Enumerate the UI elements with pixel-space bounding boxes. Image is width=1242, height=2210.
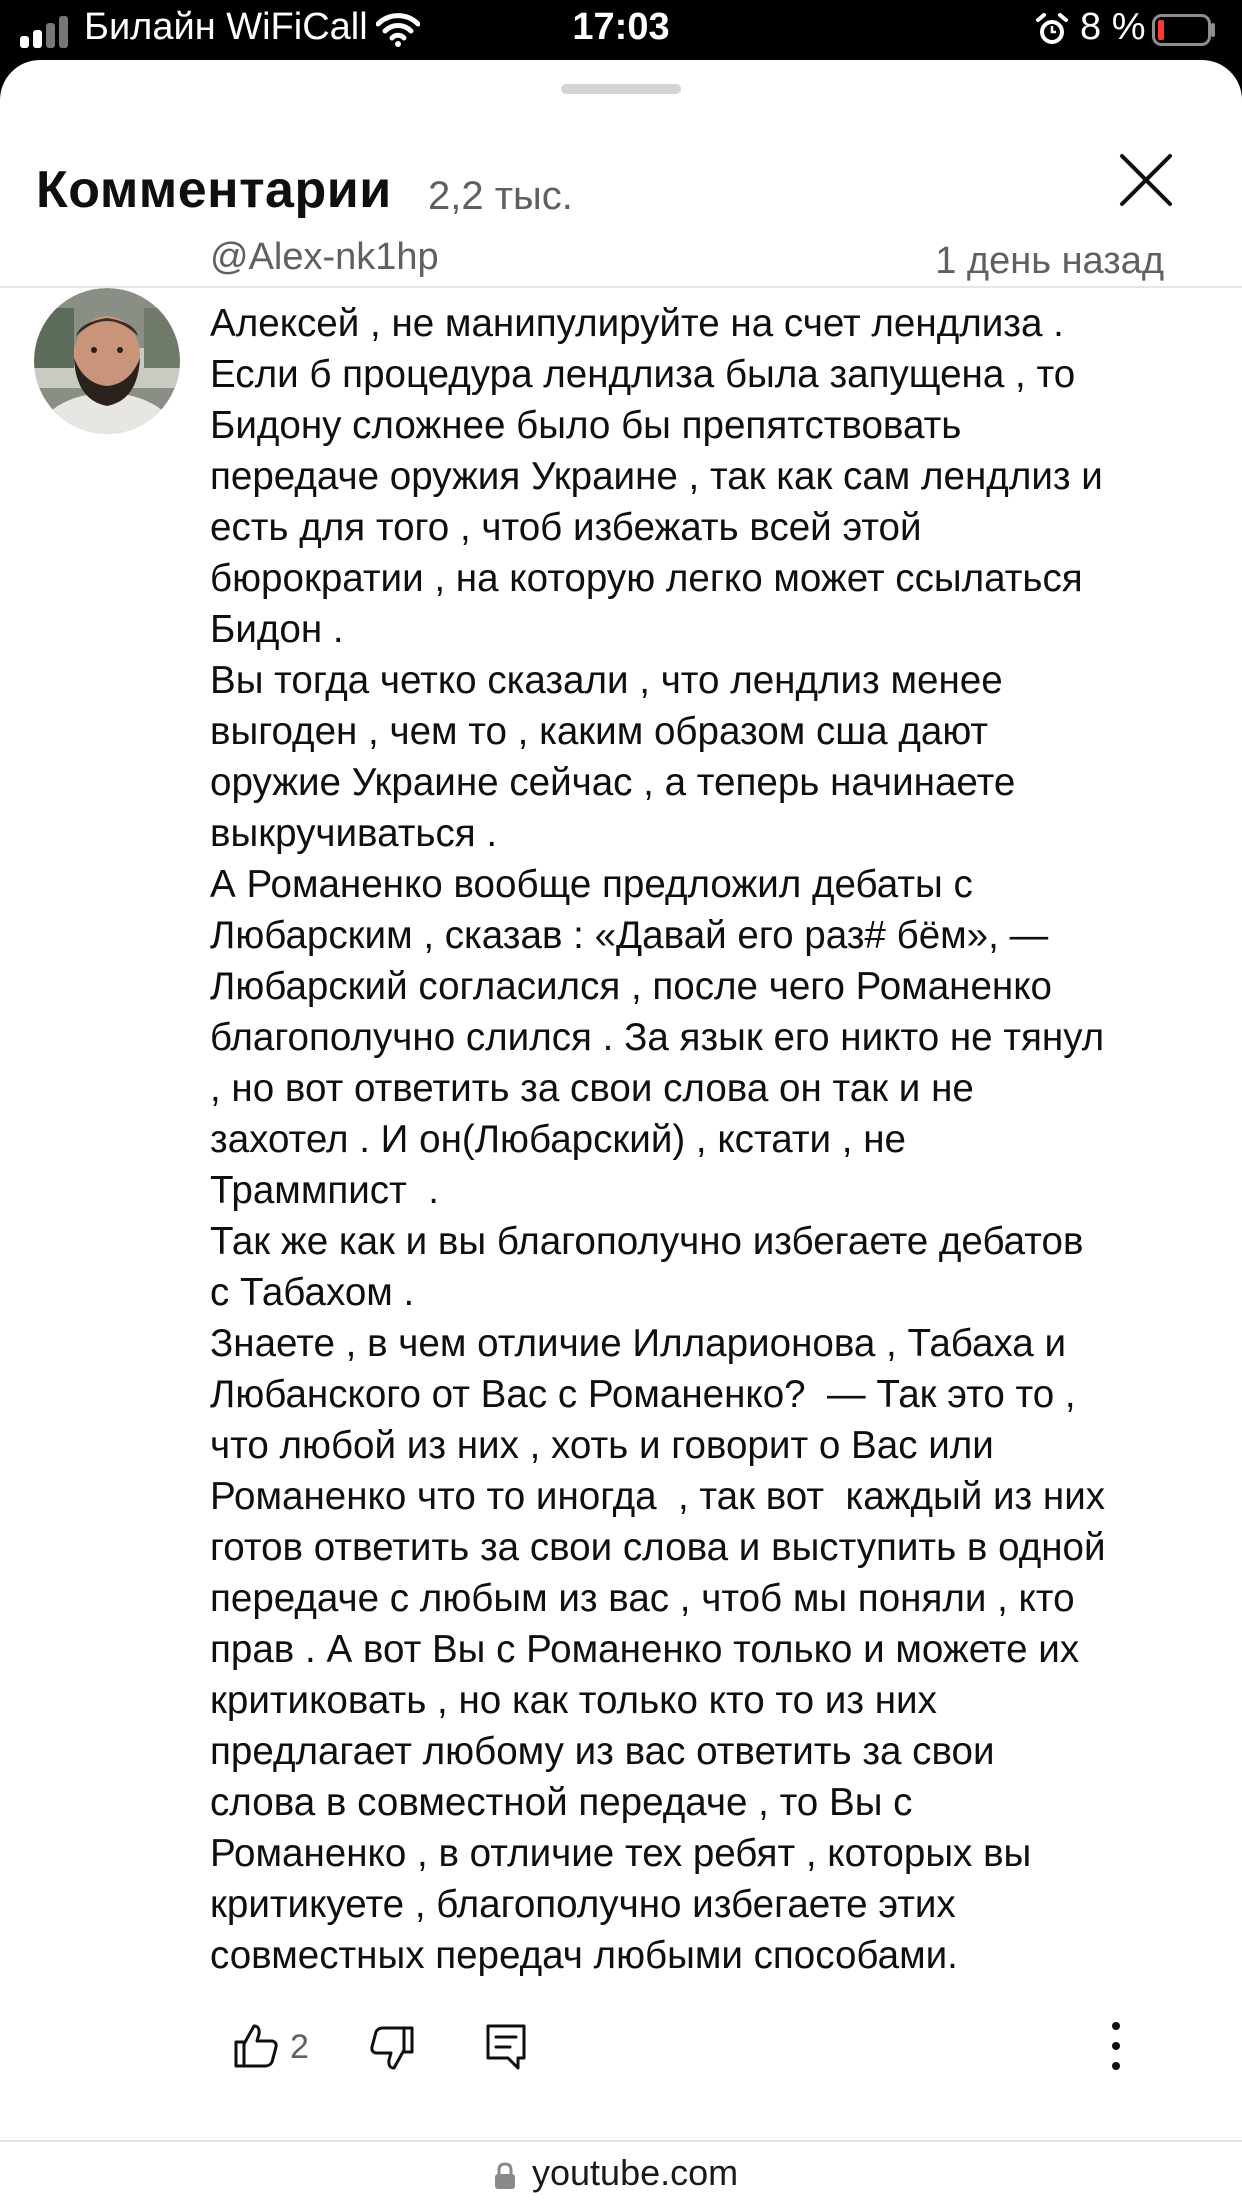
alarm-icon — [1034, 12, 1070, 48]
comment-line: захотел . И он(Любарский) , кстати , не — [210, 1118, 906, 1161]
comment-line: Любарским , сказав : «Давай его раз# бём», — — [210, 914, 1049, 957]
lock-icon — [494, 2162, 516, 2190]
comment-line: с Табахом . — [210, 1271, 415, 1314]
comment-line: Романенко , в отличие тех ребят , которых вы — [210, 1832, 1032, 1875]
comment-line: Любанского от Вас с Романенко? — Так это то , — [210, 1373, 1076, 1416]
comment-line: Алексей , не манипулируйте на счет лендлиза . — [210, 302, 1064, 345]
comment-line: передаче с любым из вас , чтоб мы поняли , кто — [210, 1577, 1075, 1620]
comment-line: бюрократии , на которую легко может ссылаться — [210, 557, 1083, 600]
battery-icon — [1152, 14, 1218, 46]
comment-line: Вы тогда четко сказали , что лендлиз менее — [210, 659, 1003, 702]
status-time: 17:03 — [572, 6, 670, 48]
comment-line: Если б процедура лендлиза была запущена , то — [210, 353, 1076, 396]
comment-line: благополучно слился . За язык его никто не тянул — [210, 1016, 1105, 1059]
comment-actions — [0, 2020, 1242, 2100]
status-bar — [0, 0, 1242, 62]
comment-line: Знаете , в чем отличие Илларионова , Табаха и — [210, 1322, 1067, 1365]
more-vert-icon[interactable] — [1100, 2016, 1132, 2076]
comment-line: предлагает любому из вас ответить за свои — [210, 1730, 995, 1773]
comment-line: готов ответить за свои слова и выступить в одной — [210, 1526, 1106, 1569]
comment-line: Романенко что то иногда , так вот каждый из них — [210, 1475, 1106, 1518]
comment-line: А Романенко вообще предложил дебаты с — [210, 863, 973, 906]
comment-line: слова в совместной передаче , то Вы с — [210, 1781, 913, 1824]
close-icon[interactable] — [1116, 150, 1176, 210]
comment-line: Любарский согласился , после чего Романенко — [210, 965, 1052, 1008]
thumbs-down-icon[interactable] — [366, 2022, 418, 2074]
comment-line: что любой из них , хоть и говорит о Вас или — [210, 1424, 994, 1467]
reply-icon[interactable] — [480, 2020, 532, 2072]
battery-percent: 8 % — [1080, 6, 1146, 48]
comment-line: прав . А вот Вы с Романенко только и можете их — [210, 1628, 1080, 1671]
comment-line: оружие Украине сейчас , а теперь начинаете — [210, 761, 1016, 804]
comment-line: критиковать , но как только кто то из них — [210, 1679, 937, 1722]
sheet-title: Комментарии — [36, 161, 392, 219]
like-count: 2 — [290, 2028, 309, 2066]
comment-line: выкручиваться . — [210, 812, 498, 855]
comment-line: выгоден , чем то , каким образом сша дают — [210, 710, 989, 753]
comment-line: совместных передач любыми способами. — [210, 1934, 958, 1977]
comment-line: передаче оружия Украине , так как сам лендлиз и — [210, 455, 1103, 498]
comment-timestamp: 1 день назад — [935, 240, 1164, 282]
thumbs-up-icon[interactable] — [230, 2020, 282, 2072]
comment-line: Бидон . — [210, 608, 344, 651]
comment-line: Бидону сложнее было бы препятствовать — [210, 404, 962, 447]
header-divider — [0, 286, 1242, 288]
comment-line: есть для того , чтоб избежать всей этой — [210, 506, 922, 549]
browser-url-bar[interactable] — [0, 2140, 1242, 2210]
comment-line: Так же как и вы благополучно избегаете дебатов — [210, 1220, 1084, 1263]
comment-line: Траммпист . — [210, 1169, 439, 1212]
comment-line: критикуете , благополучно избегаете этих — [210, 1883, 956, 1926]
url-text: youtube.com — [532, 2152, 739, 2193]
comment-author[interactable]: @Alex-nk1hp — [210, 236, 439, 278]
sheet-grabber[interactable] — [561, 84, 681, 94]
comment-line: , но вот ответить за свои слова он так и не — [210, 1067, 974, 1110]
comment-text — [210, 298, 1200, 1981]
avatar[interactable] — [34, 288, 180, 434]
comment-count: 2,2 тыс. — [428, 174, 573, 218]
carrier-name: Билайн WiFiCall — [84, 6, 368, 48]
